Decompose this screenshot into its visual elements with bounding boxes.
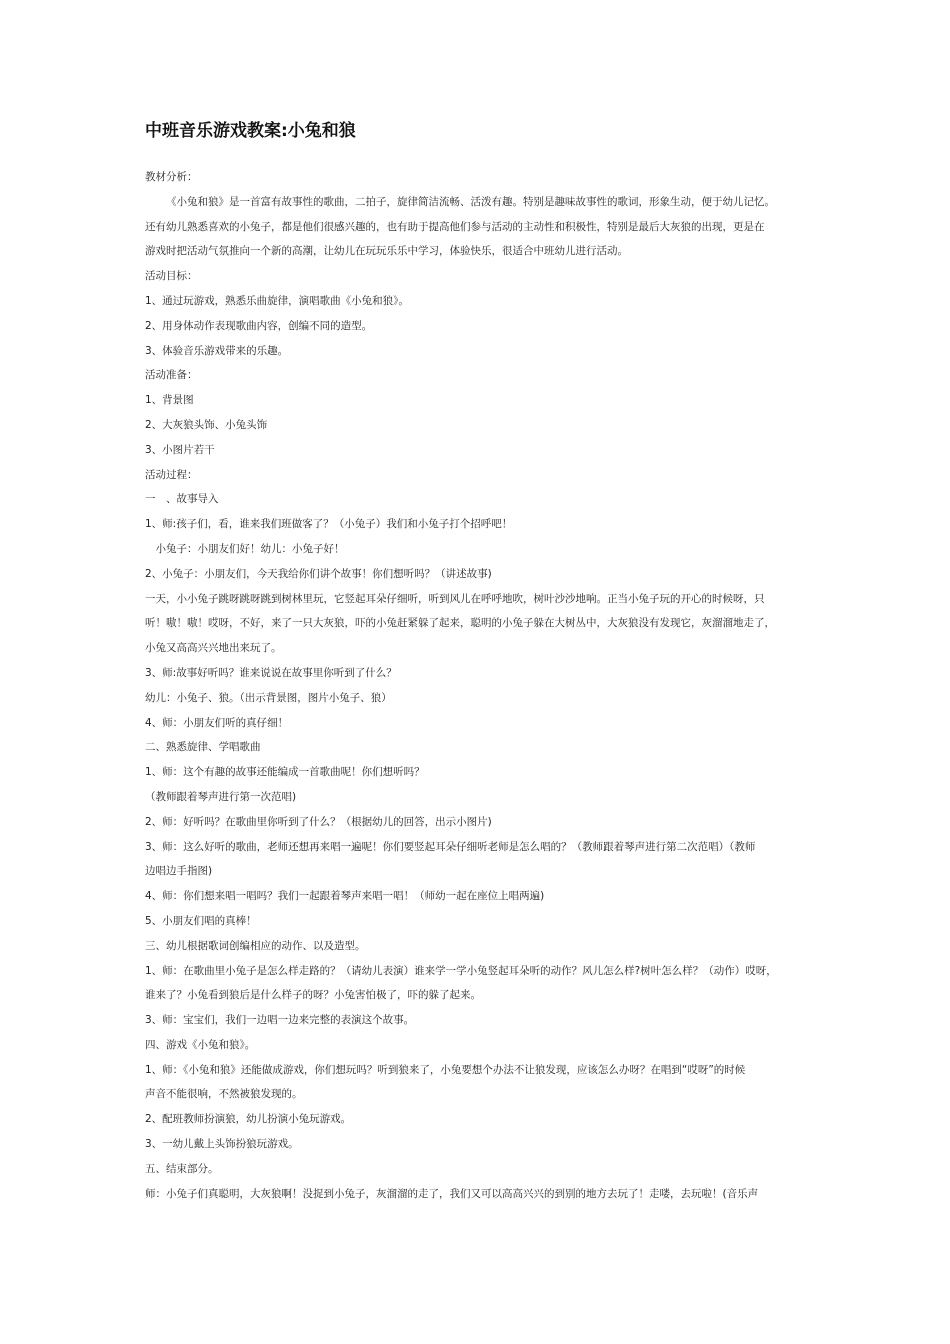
document-body [145,165,817,1206]
body-line: 2、用身体动作表现歌曲内容，创编不同的造型。 [145,319,373,332]
body-line: 五、结束部分。 [145,1162,219,1175]
body-line: 活动准备： [145,369,198,382]
body-line: 2、大灰狼头饰、小兔头饰 [145,418,268,431]
body-line: 教材分析： [145,171,198,183]
body-line: 游戏时把活动气氛推向一个新的高潮，让幼儿在玩玩乐乐中学习，体验快乐，很适合中班幼儿进行活动。 [145,245,628,258]
body-line: 师：小兔子们真聪明，大灰狼啊！没捉到小兔子，灰溜溜的走了，我们又可以高高兴兴的到别的地方去玩了！走喽，去玩啦！(音乐声 [145,1187,759,1200]
body-line: 幼儿：小兔子、狼。（出示背景图，图片小兔子、狼） [145,691,392,704]
body-line: 小兔又高高兴兴地出来玩了。 [145,642,282,655]
body-line: 1、背景图 [145,394,194,407]
body-line: 3、体验音乐游戏带来的乐趣。 [145,344,289,357]
body-line: 一天，小小兔子跳呀跳呀跳到树林里玩，它竖起耳朵仔细听，听到风儿在呼呼地吹，树叶沙沙地响。正当小兔子玩的开心的时候呀，只 [145,592,765,605]
body-line: 2、师：好听吗？在歌曲里你听到了什么？（根据幼儿的回答，出示小图片) [145,815,492,828]
body-line: 4、师：小朋友们听的真仔细！ [145,716,289,729]
body-line: 听！嗷！嗷！哎呀，不好，来了一只大灰狼，吓的小兔赶紧躲了起来，聪明的小兔子躲在大树丛中，大灰狼没有发现它，灰溜溜地走了， [145,617,775,630]
body-line: 3、师:故事好听吗？谁来说说在故事里你听到了什么？ [145,666,397,679]
document-title: 中班音乐游戏教案:小兔和狼 [145,121,356,141]
body-line: （教师跟着琴声进行第一次范唱) [145,790,297,803]
body-line: 1、师：这个有趣的故事还能编成一首歌曲呢！你们想听吗？ [145,766,425,779]
body-line: 3、一幼儿戴上头饰扮狼玩游戏。 [145,1138,299,1151]
document-page [145,118,817,1206]
body-line: 3、小图片若干 [145,443,215,456]
body-line: 5、小朋友们唱的真棒！ [145,914,257,927]
body-line: 四、游戏《小兔和狼》。 [145,1038,256,1051]
body-line: 2、小兔子：小朋友们，今天我给你们讲个故事！你们想听吗？（讲述故事) [145,567,492,580]
body-line: 二、熟悉旋律、学唱歌曲 [145,741,261,754]
body-line: 一 、故事导入 [145,493,219,506]
body-line: 还有幼儿熟悉喜欢的小兔子，都是他们很感兴趣的，也有助于提高他们参与活动的主动性和积极性，特别是最后大灰狼的出现，更是在 [145,220,765,233]
body-line: 3、师：这么好听的歌曲，老师还想再来唱一遍呢！你们要竖起耳朵仔细听老师是怎么唱的？（教师跟着琴声进行第二次范唱）（教师 [145,840,756,853]
body-line: 4、师：你们想来唱一唱吗？我们一起跟着琴声来唱一唱！（师幼一起在座位上唱两遍) [145,890,545,903]
body-line: 活动目标： [145,270,198,283]
body-line: 《小兔和狼》是一首富有故事性的歌曲，二拍子，旋律简洁流畅、活泼有趣。特别是趣味故事性的歌词，形象生动，便于幼儿记忆。 [166,195,775,208]
body-line: 1、师：《小兔和狼》还能做成游戏，你们想玩吗？听到狼来了，小兔要想个办法不让狼发现，应该怎么办呀？在唱到“哎呀”的时候 [145,1063,746,1076]
body-line: 小兔子：小朋友们好！幼儿：小兔子好！ [155,542,345,555]
body-line: 2、配班教师扮演狼，幼儿扮演小兔玩游戏。 [145,1113,352,1126]
body-line: 1、师:孩子们，看，谁来我们班做客了？（小兔子）我们和小兔子打个招呼吧！ [145,518,513,531]
body-line: 谁来了？小兔看到狼后是什么样子的呀？小兔害怕极了，吓的躲了起来。 [145,989,481,1002]
body-line: 3、师：宝宝们，我们一边唱一边来完整的表演这个故事。 [145,1014,415,1027]
body-line: 三、幼儿根据歌词创编相应的动作、以及造型。 [145,939,366,952]
body-line: 1、师：在歌曲里小兔子是怎么样走路的？（请幼儿表演）谁来学一学小兔竖起耳朵听的动作？风儿怎么样?树叶怎么样？（动作）哎呀， [145,964,777,977]
body-line: 1、通过玩游戏，熟悉乐曲旋律，演唱歌曲《小兔和狼》。 [145,294,409,307]
body-line: 边唱边手指图) [145,865,213,878]
body-line: 声音不能很响，不然被狼发现的。 [145,1088,303,1101]
body-line: 活动过程： [145,468,198,481]
